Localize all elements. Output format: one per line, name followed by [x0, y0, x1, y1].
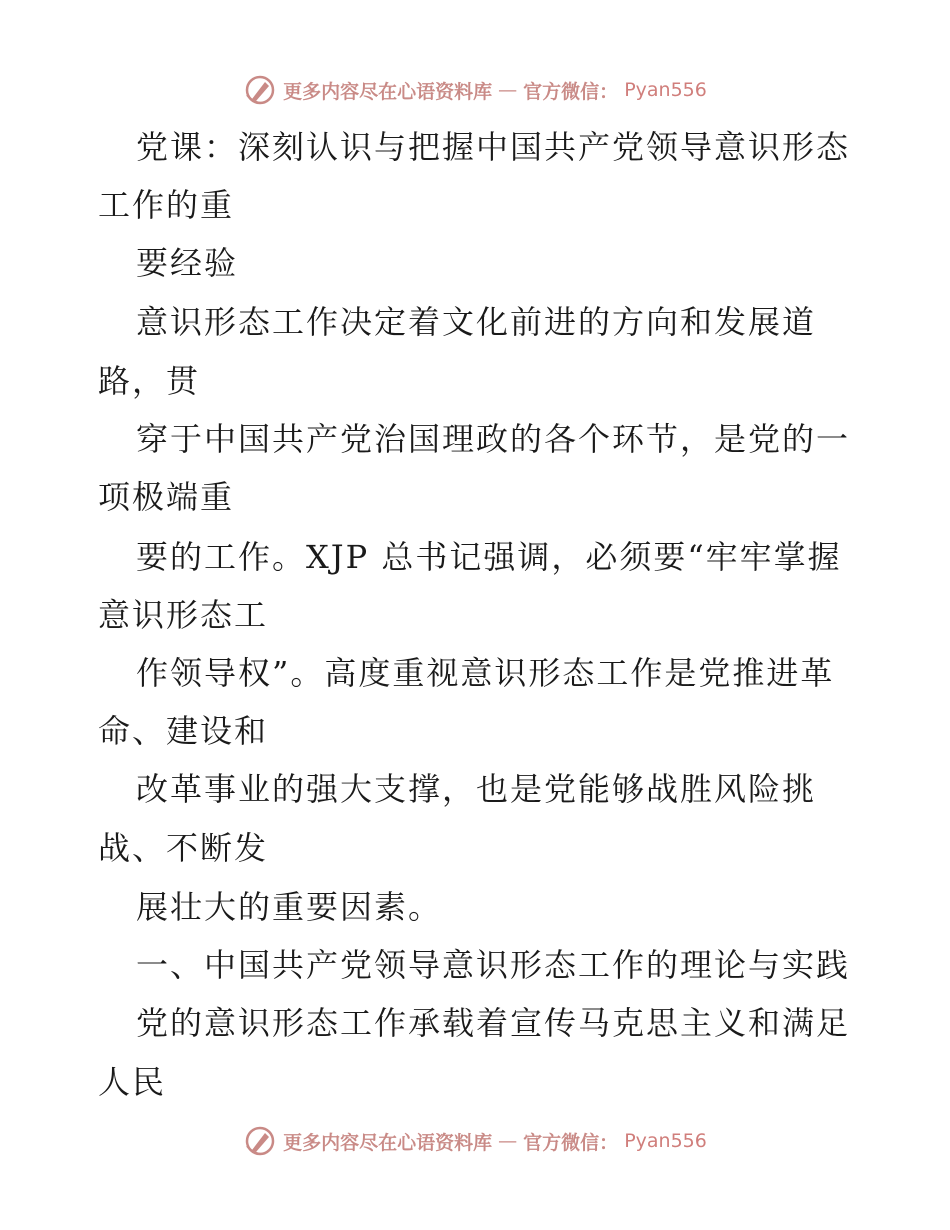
paragraph-line: 战、不断发: [98, 829, 269, 867]
paragraph-line: 命、建设和: [98, 712, 269, 750]
paragraph-line: 党的意识形态工作承载着宣传马克思主义和满足: [136, 1004, 851, 1042]
watermark-dash: —: [498, 1130, 518, 1152]
pen-nib-icon: [243, 73, 277, 107]
pen-nib-icon: [243, 1124, 277, 1158]
paragraph-line: 展壮大的重要因素。: [136, 888, 443, 926]
footer-watermark: [0, 1121, 950, 1161]
paragraph-line: 改革事业的强大支撑，也是党能够战胜风险挑: [136, 770, 817, 808]
document-title-line-3: 要经验: [136, 244, 239, 282]
document-title-line-1: 党课：深刻认识与把握中国共产党领导意识形态: [136, 128, 851, 166]
watermark-main-text: 更多内容尽在心语资料库: [283, 1131, 493, 1154]
watermark-label: 官方微信：: [523, 1131, 619, 1154]
paragraph-line: 项极端重: [98, 478, 235, 516]
paragraph-line: 人民: [98, 1063, 167, 1101]
watermark-main-text: 更多内容尽在心语资料库: [283, 80, 493, 103]
document-title-line-2: 工作的重: [98, 186, 235, 224]
watermark-id: Pyan556: [624, 1130, 707, 1152]
watermark-dash: —: [498, 79, 518, 101]
section-heading: 一、中国共产党领导意识形态工作的理论与实践: [136, 946, 851, 984]
paragraph-line: 作领导权”。高度重视意识形态工作是党推进革: [136, 654, 835, 692]
paragraph-line: 路，贯: [98, 362, 201, 400]
paragraph-line: 穿于中国共产党治国理政的各个环节，是党的一: [136, 420, 851, 458]
watermark-label: 官方微信：: [523, 80, 619, 103]
paragraph-line: 意识形态工作决定着文化前进的方向和发展道: [136, 303, 817, 341]
paragraph-line: 意识形态工: [98, 596, 269, 634]
watermark-id: Pyan556: [624, 79, 707, 101]
paragraph-line: 要的工作。XJP 总书记强调，必须要“牢牢掌握: [136, 538, 842, 576]
header-watermark: [0, 70, 950, 110]
